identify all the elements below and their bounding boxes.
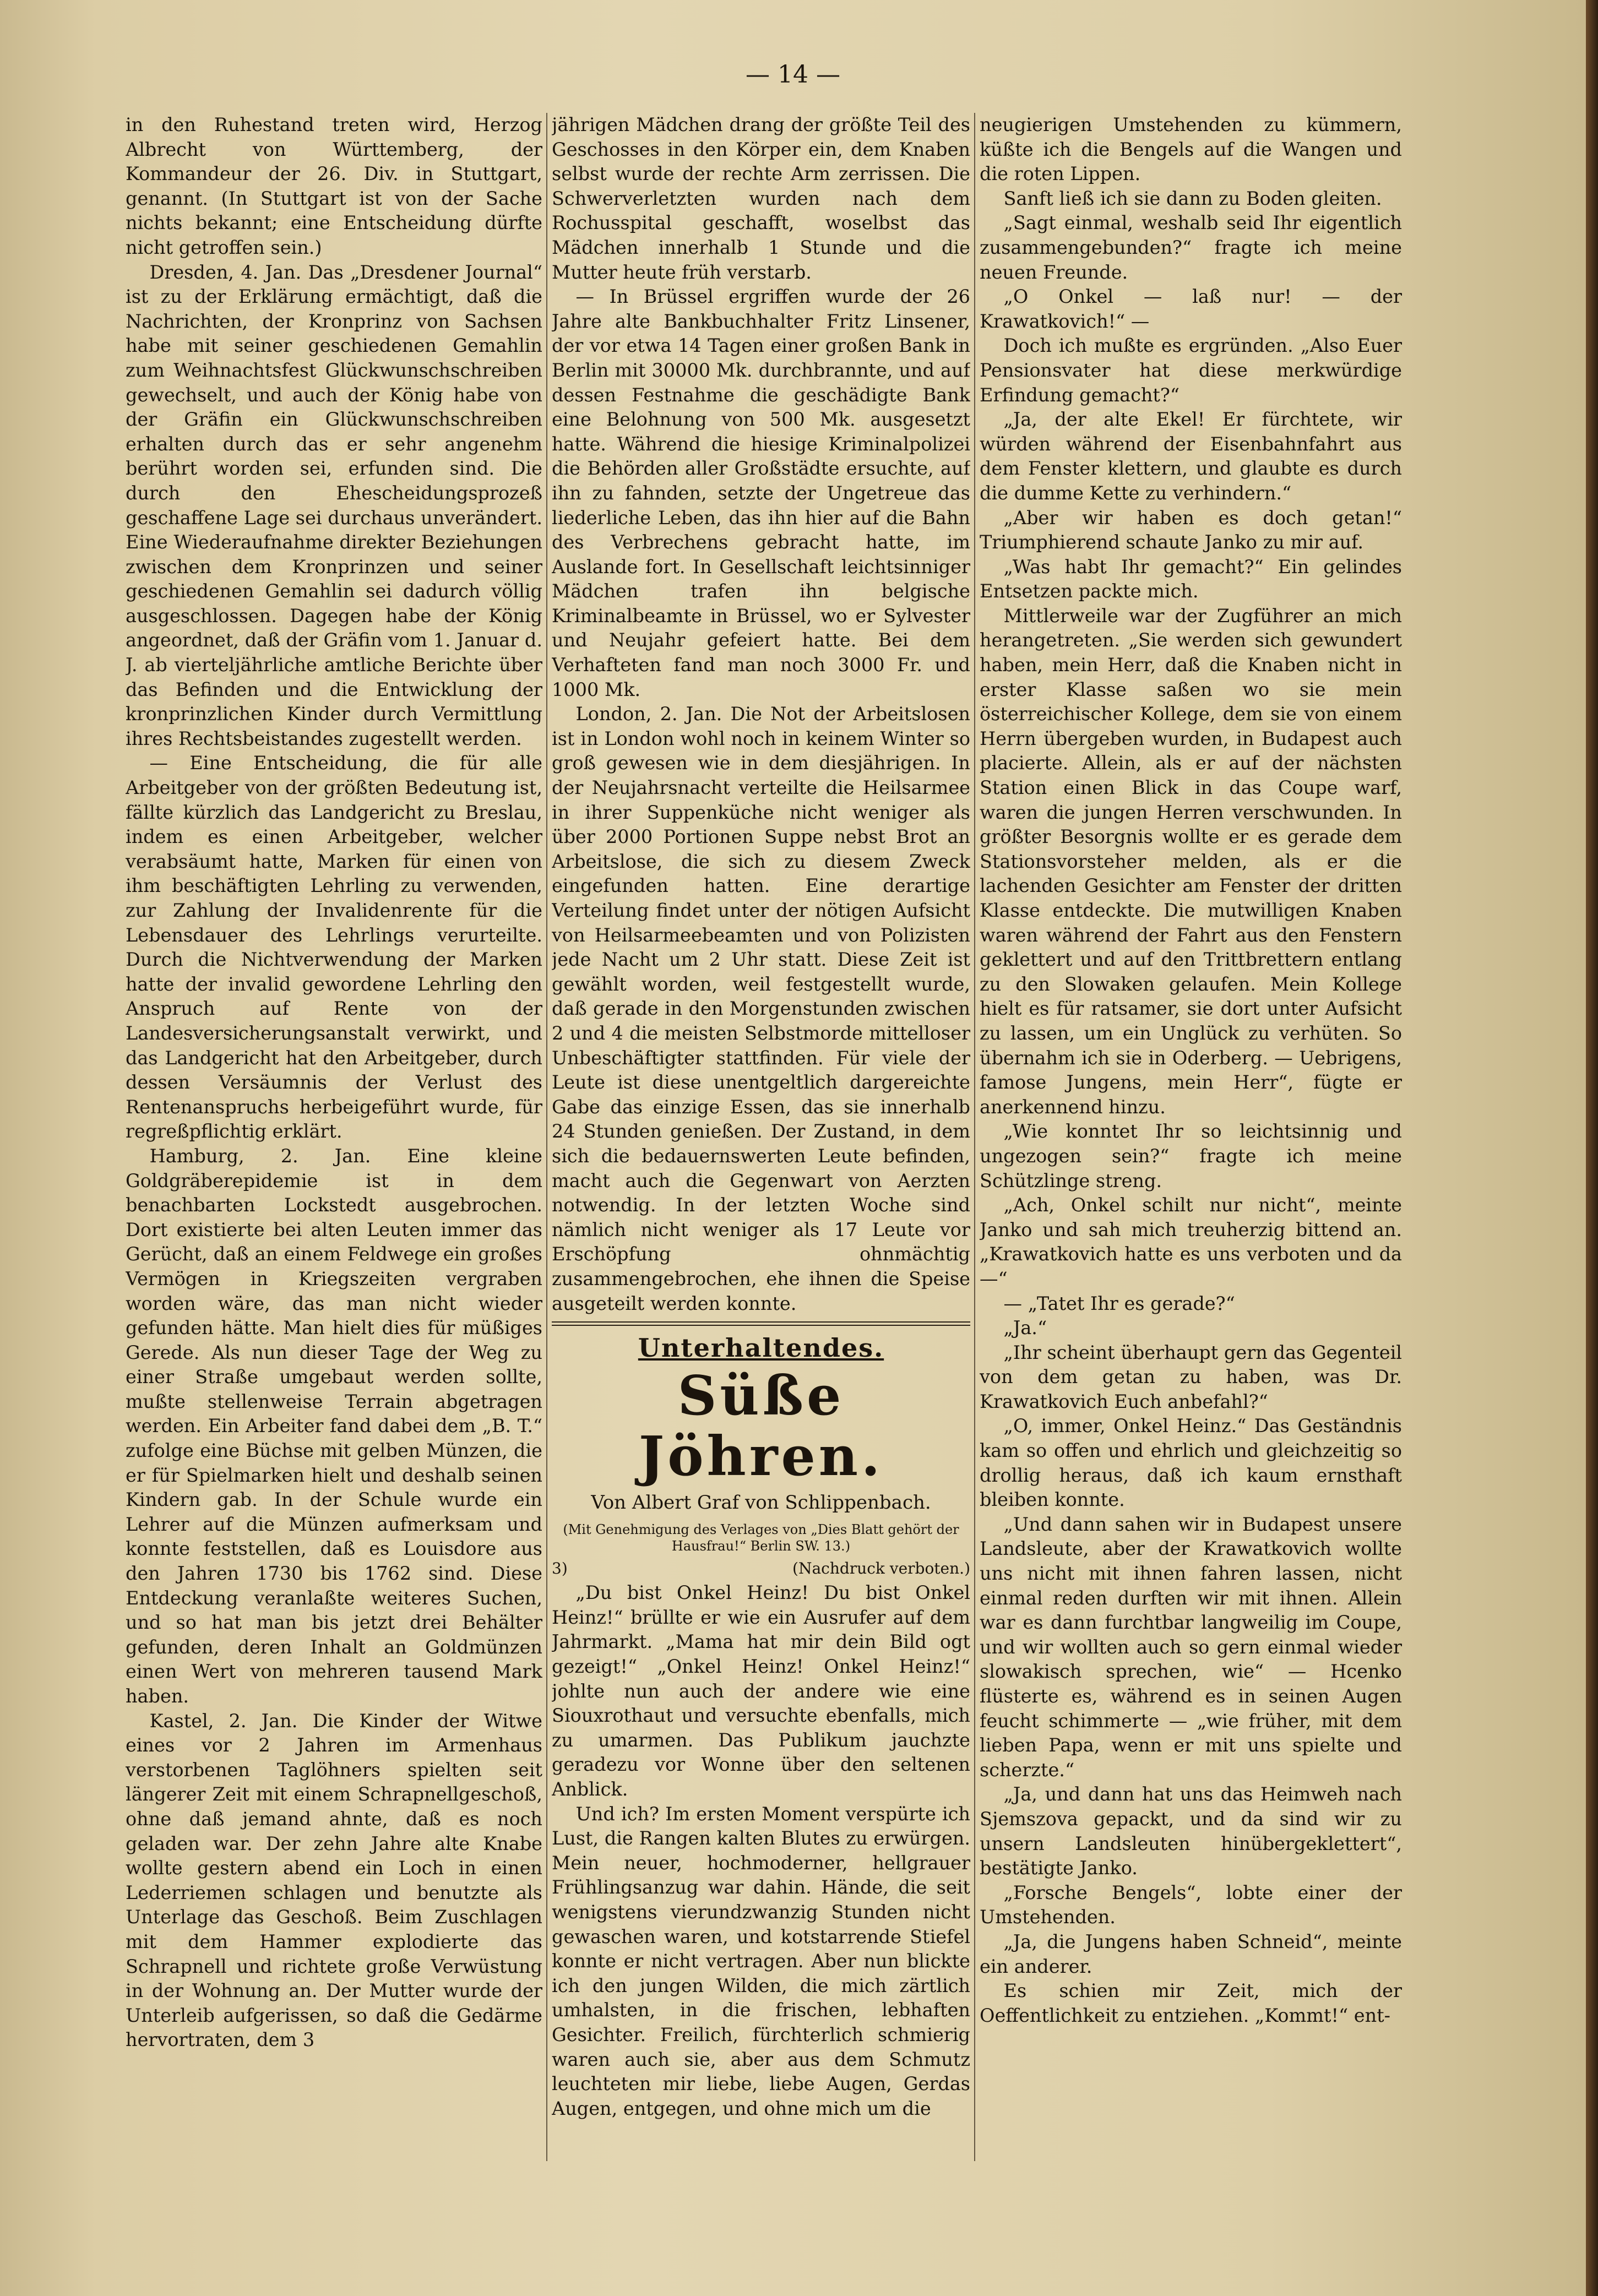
story-paragraph: „Ja, der alte Ekel! Er fürchtete, wir würden während der Eisenbahnfahrt aus dem Fenster klettern, und glaubte es durch die dumme Kette zu verhindern.“ bbox=[980, 409, 1402, 504]
story-paragraph: „Wie konntet Ihr so leichtsinnig und ungezogen sein?“ fragte ich meine Schützlinge streng. bbox=[980, 1120, 1402, 1191]
story-title: Süße Jöhren. bbox=[638, 1364, 884, 1488]
story-paragraph: Sanft ließ ich sie dann zu Boden gleiten. bbox=[1003, 187, 1382, 209]
news-item-hamburg: Hamburg, 2. Jan. Eine kleine Goldgräberepidemie ist in dem benachbarten Lockstedt ausgebrochen. Dort existierte bei alten Leuten immer das Gerücht, daß an einem Feldwege ein großes Vermögen in Kriegszeiten vergraben worden wäre, das man nicht wieder gefunden hätte. Man hielt dies für müßiges Gerede. Als nun dieser Tage der Weg zu einer Straße umgebaut werden sollte, mußte stellenweise Terrain abgetragen werden. Ein Arbeiter fand dabei dem „B. T.“ zufolge eine Büchse mit gelben Münzen, die er für Spielmarken hielt und deshalb seinen Kindern gab. In der Schule wurde ein Lehrer auf die Münzen aufmerksam und konnte feststellen, daß es Louisdore aus den Jahren 1730 bis 1762 sind. Diese Entdeckung veranlaßte weiteres Suchen, und so hat man bis jetzt drei Behälter gefunden, deren Inhalt an Goldmünzen einen Wert von mehreren tausend Mark haben. bbox=[126, 1145, 542, 1707]
story-paragraph: „O Onkel — laß nur! — der Krawatkovich!“ — bbox=[980, 286, 1402, 332]
story-paragraph: „Was habt Ihr gemacht?“ Ein gelindes Entsetzen packte mich. bbox=[980, 556, 1402, 602]
story-paragraph: „Ja.“ bbox=[1003, 1317, 1047, 1339]
column-rule bbox=[546, 113, 547, 2161]
story-paragraph: neugierigen Umstehenden zu kümmern, küßte ich die Bengels auf die Wangen und die roten Lippen. bbox=[980, 114, 1402, 185]
article-paragraph: jährigen Mädchen drang der größte Teil des Geschosses in den Körper ein, dem Knaben selbst wurde der rechte Arm zerrissen. Die Schwerverletzten wurden nach dem Rochusspital geschafft, woselbst das Mädchen innerhalb 1 Stunde und die Mutter heute früh verstarb. bbox=[552, 114, 970, 283]
article-paragraph: in den Ruhestand treten wird, Herzog Albrecht von Württemberg, der Kommandeur der 26. Div. in Stuttgart, genannt. (In Stuttgart ist von der Sache nichts bekannt; eine Entscheidung dürfte nicht getroffen sein.) bbox=[126, 114, 542, 258]
installment-number: 3) bbox=[552, 1559, 568, 1578]
news-item-bruessel: — In Brüssel ergriffen wurde der 26 Jahre alte Bankbuchhalter Fritz Linsener, der vor etwa 14 Tagen einer großen Bank in Berlin mit 30000 Mk. durchbrannte, und auf dessen Festnahme die geschädigte Bank eine Belohnung von 500 Mk. ausgesetzt hatte. Während die hiesige Kriminalpolizei die Behörden aller Großstädte ersuchte, auf ihn zu fahnden, setzte der Ungetreue das liederliche Leben, das ihn hier auf die Bahn des Verbrechens gebracht hatte, im Auslande fort. In Gesellschaft leichtsinniger Mädchen trafen ihn belgische Kriminalbeamte in Brüssel, wo er Sylvester und Neujahr gefeiert hatte. Bei dem Verhafteten fand man noch 3000 Fr. und 1000 Mk. bbox=[552, 286, 970, 700]
story-paragraph: „Forsche Bengels“, lobte einer der Umstehenden. bbox=[980, 1881, 1402, 1928]
news-item-london: London, 2. Jan. Die Not der Arbeitslosen ist in London wohl noch in keinem Winter so groß gewesen wie in dem diesjährigen. In der Neujahrsnacht verteilte die Heilsarmee in ihrer Suppenküche nicht weniger als über 2000 Portionen Suppe nebst Brot an Arbeitslose, die sich zu diesem Zweck eingefunden hatten. Eine derartige Verteilung findet unter der nötigen Aufsicht von Heilsarmeebeamten und von Polizisten jede Nacht um 2 Uhr statt. Diese Zeit ist gewählt worden, weil festgestellt wurde, daß gerade in den Morgenstunden zwischen 2 und 4 die meisten Selbstmorde mittelloser Unbeschäftigter stattfinden. Für viele der Leute ist diese unentgeltlich dargereichte Gabe das einzige Essen, das sie innerhalb 24 Stunden genießen. Der Zustand, in dem sich die bedauernswerten Leute befinden, macht auch die Gegenwart von Aerzten notwendig. In der letzten Woche sind nämlich nicht weniger als 17 Leute vor Erschöpfung ohnmächtig zusammengebrochen, ehe ihnen die Speise ausgeteilt werden konnte. bbox=[552, 703, 970, 1314]
binding-edge bbox=[1586, 0, 1598, 2296]
news-item-dresden: Dresden, 4. Jan. Das „Dresdener Journal“ ist zu der Erklärung ermächtigt, daß die Nachrichten, der Kronprinz von Sachsen habe mit seiner geschiedenen Gemahlin zum Weihnachtsfest Glückwunschschreiben gewechselt, und auch der König habe von der Gräfin ein Glückwunschschreiben erhalten durch das er sehr angenehm berührt worden sei, erfunden sind. Die durch den Ehescheidungsprozeß geschaffene Lage sei durchaus unverändert. Eine Wiederaufnahme direkter Beziehungen zwischen dem Kronprinzen und seiner geschiedenen Gemahlin sei dadurch völlig ausgeschlossen. Dagegen habe der König angeordnet, daß der Gräfin vom 1. Januar d. J. ab vierteljährliche amtliche Berichte über das Befinden und die Entwicklung der kronprinzlichen Kinder durch Vermittlung ihres Rechtsbeistandes zugestellt werden. bbox=[126, 261, 542, 749]
story-paragraph: „O, immer, Onkel Heinz.“ Das Geständnis kam so offen und ehrlich und gleichzeitig so drollig heraus, daß ich kaum ernsthaft bleiben konnte. bbox=[980, 1415, 1402, 1511]
news-item-breslau: — Eine Entscheidung, die für alle Arbeitgeber von der größten Bedeutung ist, fällte kürzlich das Landgericht zu Breslau, indem es einen Arbeitgeber, welcher verabsäumt hatte, Marken für einen von ihm beschäftigten Lehrling zu verwenden, zur Zahlung der Invalidenrente für die Lebensdauer des Lehrlings verurteilte. Durch die Nichtverwendung der Marken hatte der invalid gewordene Lehrling den Anspruch auf Rente von der Landesversicherungsanstalt verwirkt, und das Landgericht hat den Arbeitgeber, durch dessen Versäumnis der Verlust des Rentenanspruchs herbeigeführt wurde, für regreßpflichtig erklärt. bbox=[126, 752, 542, 1142]
column-3 bbox=[980, 113, 1402, 2161]
section-heading: Unterhaltendes. bbox=[638, 1333, 884, 1363]
story-byline: Von Albert Graf von Schlippenbach. bbox=[591, 1491, 931, 1514]
page-number: — 14 — bbox=[746, 61, 840, 89]
news-item-kastel: Kastel, 2. Jan. Die Kinder der Witwe eines vor 2 Jahren im Armenhaus verstorbenen Taglöhners spielten seit längerer Zeit mit einem Schrapnellgeschoß, ohne daß jemand ahnte, daß es noch geladen war. Der zehn Jahre alte Knabe wollte gestern abend ein Loch in einen Lederriemen schlagen und benutzte als Unterlage das Geschoß. Beim Zuschlagen mit dem Hammer explodierte das Schrapnell und richtete große Verwüstung in der Wohnung an. Der Mutter wurde der Unterleib aufgerissen, so daß die Gedärme hervortraten, dem 3 bbox=[126, 1710, 542, 2051]
story-paragraph: — „Tatet Ihr es gerade?“ bbox=[1003, 1292, 1235, 1314]
story-paragraph: Doch ich mußte es ergründen. „Also Euer Pensionsvater hat diese merkwürdige Erfindung gemacht?“ bbox=[980, 335, 1402, 406]
story-paragraph: Und ich? Im ersten Moment verspürte ich Lust, die Rangen kalten Blutes zu erwürgen. Mein neuer, hochmoderner, hellgrauer Frühlingsanzug war dahin. Hände, die seit wenigstens vierundzwanzig Stunden nicht gewaschen waren, und kotstarrende Stiefel konnte er nicht vertragen. Aber nun blickte ich den jungen Wilden, die mich zärtlich umhalsten, in die frischen, lebhaften Gesichter. Freilich, fürchterlich schmierig waren auch sie, aber aus dem Schmutz leuchteten mir liebe, liebe Augen, Gerdas Augen, entgegen, und ohne mich um die bbox=[552, 1803, 970, 2119]
story-paragraph: „Ach, Onkel schilt nur nicht“, meinte Janko und sah mich treuherzig bittend an. „Krawatkovich hatte es uns verboten und da—“ bbox=[980, 1194, 1402, 1290]
story-paragraph: „Ja, und dann hat uns das Heimweh nach Sjemszova gepackt, und da sind wir zu unsern Landsleuten hinübergeklettert“, bestätigte Janko. bbox=[980, 1783, 1402, 1879]
column-2 bbox=[552, 113, 970, 2161]
installment-line bbox=[552, 1559, 970, 1579]
story-paragraph: „Und dann sahen wir in Budapest unsere Landsleute, aber der Krawatkovich wollte uns nicht mit ihnen fahren lassen, nicht einmal reden durften wir mit ihnen. Allein war es dann furchtbar langweilig im Coupe, und wir wollten auch so gern einmal wieder slowakisch sprechen, wie“ — Hcenko flüsterte es, während es in seinen Augen feucht schimmerte — „wie früher, mit dem lieben Papa, wenn er mit uns spielte und scherzte.“ bbox=[980, 1513, 1402, 1781]
column-rule bbox=[974, 113, 975, 2161]
story-paragraph: „Ja, die Jungens haben Schneid“, meinte ein anderer. bbox=[980, 1930, 1402, 1977]
story-paragraph: „Aber wir haben es doch getan!“ Triumphierend schaute Janko zu mir auf. bbox=[980, 507, 1402, 553]
column-1 bbox=[126, 113, 542, 2161]
story-paragraph: „Sagt einmal, weshalb seid Ihr eigentlich zusammengebunden?“ fragte ich meine neuen Freunde. bbox=[980, 212, 1402, 283]
story-paragraph: Mittlerweile war der Zugführer an mich herangetreten. „Sie werden sich gewundert haben, mein Herr, daß die Knaben nicht in erster Klasse saßen wo sie mein österreichischer Kollege, dem sie von einem Herrn übergeben wurden, in Budapest auch placierte. Allein, als er auf der nächsten Station einen Blick in das Coupe warf, waren die jungen Herren verschwunden. In größter Besorgnis wollte er es gerade dem Stationsvorsteher melden, als er die lachenden Gesichter am Fenster der dritten Klasse entdeckte. Die mutwilligen Knaben waren während der Fahrt aus den Fenstern geklettert und auf den Trittbrettern entlang zu den Slowaken gelaufen. Mein Kollege hielt es für ratsamer, sie dort unter Aufsicht zu lassen, um ein Unglück zu verhüten. So übernahm ich sie in Oderberg. — Uebrigens, famose Jungens, mein Herr“, fügte er anerkennend hinzu. bbox=[980, 605, 1402, 1118]
reprint-notice: (Nachdruck verboten.) bbox=[792, 1559, 970, 1578]
story-paragraph: Es schien mir Zeit, mich der Oeffentlichkeit zu entziehen. „Kommt!“ ent- bbox=[980, 1980, 1402, 2026]
section-divider bbox=[552, 1321, 970, 1326]
story-paragraph: „Ihr scheint überhaupt gern das Gegenteil von dem getan zu haben, was Dr. Krawatkovich Euch anbefahl?“ bbox=[980, 1341, 1402, 1412]
permission-note: (Mit Genehmigung des Verlages von „Dies Blatt gehört der Hausfrau!“ Berlin SW. 13.) bbox=[563, 1522, 959, 1554]
story-paragraph: „Du bist Onkel Heinz! Du bist Onkel Heinz!“ brüllte er wie ein Ausrufer auf dem Jahrmarkt. „Mama hat mir dein Bild ogt gezeigt!“ „Onkel Heinz! Onkel Heinz!“ johlte nun auch der andere wie eine Siouxrothaut und versuchte ebenfalls, mich zu umarmen. Das Publikum jauchzte geradezu vor Wonne über den seltenen Anblick. bbox=[552, 1582, 970, 1800]
